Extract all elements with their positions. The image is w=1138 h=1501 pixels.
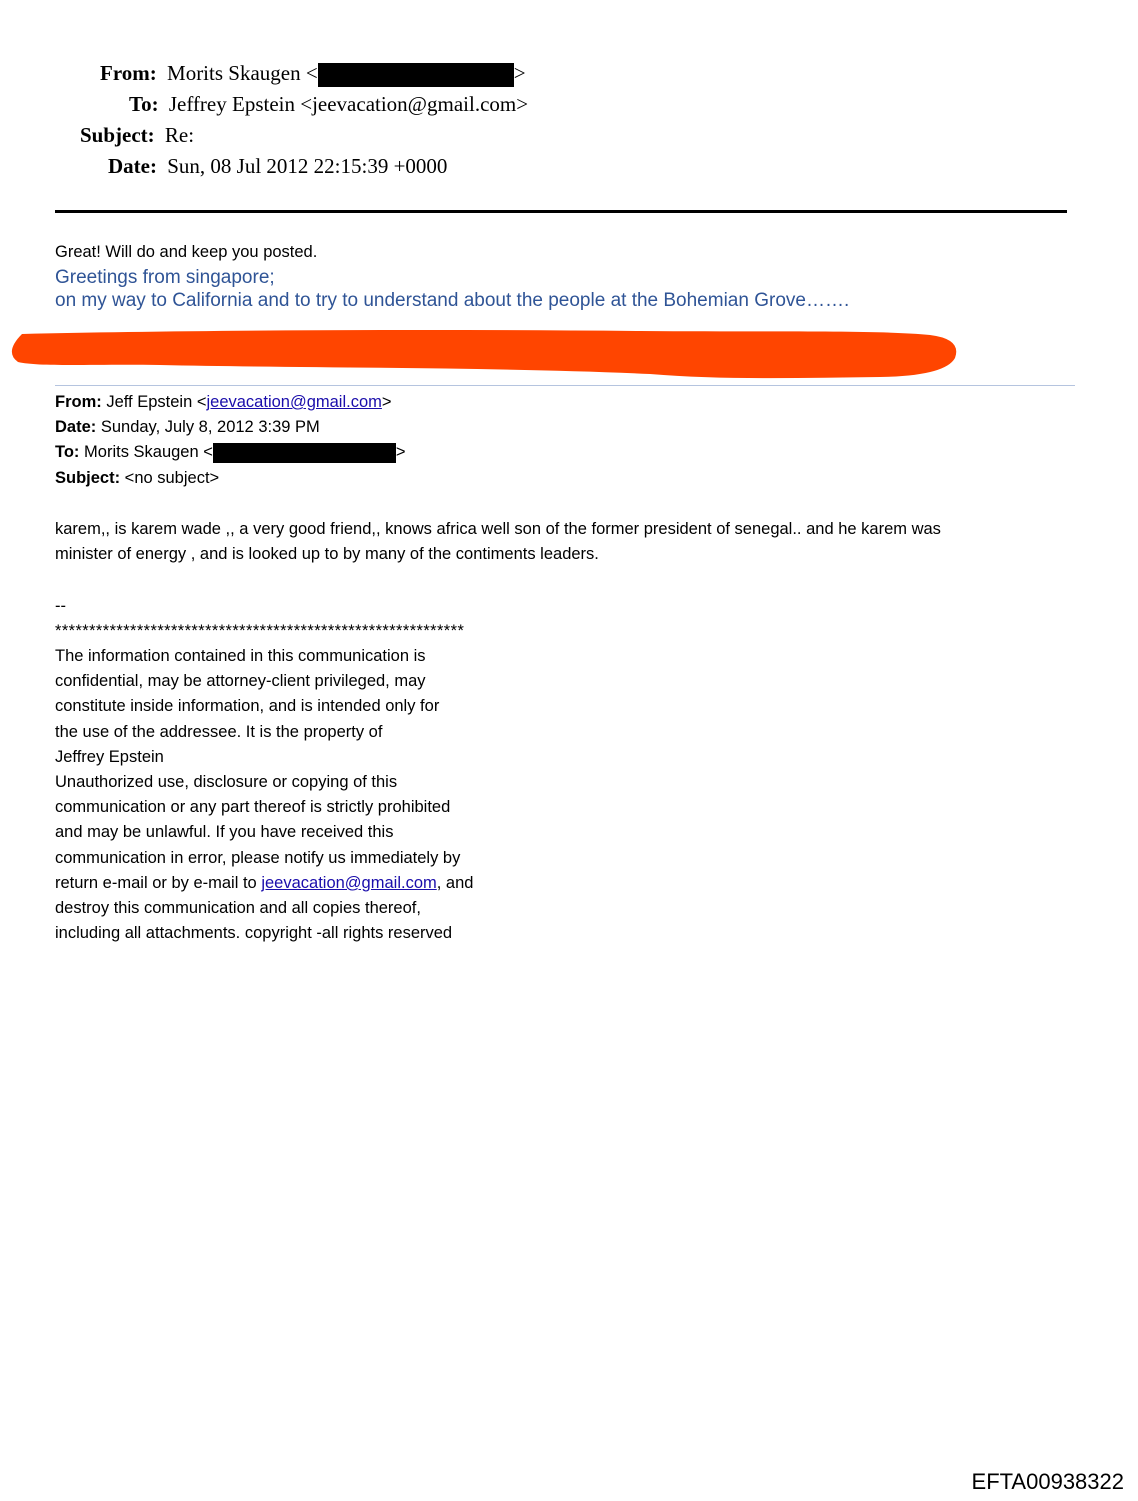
redaction-shape [12, 330, 956, 378]
header-from-redaction [318, 63, 514, 87]
header-subject-row [80, 123, 194, 147]
original-body-line-2: minister of energy , and is looked up to by many of the contiments leaders. [55, 545, 599, 564]
original-to-row [55, 440, 406, 465]
disclaimer-email-link[interactable]: jeevacation@gmail.com [261, 873, 437, 892]
reply-line-3: on my way to California and to try to understand about the people at the Bohemian Grove……. [55, 290, 850, 311]
disclaimer-line: Unauthorized use, disclosure or copying of this [55, 773, 398, 792]
original-date-row [55, 415, 406, 440]
header-from-row [100, 61, 526, 87]
disclaimer-line: destroy this communication and all copies thereof, [55, 899, 421, 918]
header-date-label: Date: [108, 154, 157, 178]
disclaimer-block [55, 644, 473, 946]
original-from-name: Jeff Epstein < [101, 393, 207, 411]
signature-separator [55, 594, 464, 644]
header-subject-label: Subject: [80, 123, 155, 147]
original-from-row [55, 390, 406, 415]
header-to-value: Jeffrey Epstein <jeevacation@gmail.com> [168, 92, 529, 116]
disclaimer-line: communication in error, please notify us immediately by [55, 848, 461, 867]
original-headers [55, 390, 406, 491]
original-body-line-1: karem,, is karem wade ,, a very good friend,, knows africa well son of the former president of senegal.. and he karem was [55, 520, 941, 538]
disclaimer-line: and may be unlawful. If you have received this [55, 823, 394, 842]
disclaimer-return-prefix: return e-mail or by e-mail to [55, 873, 262, 892]
reply-line-1: Great! Will do and keep you posted. [55, 243, 318, 261]
original-to-close: > [395, 443, 406, 462]
disclaimer-line: including all attachments. copyright -all rights reserved [55, 924, 453, 943]
original-subject-row [55, 466, 406, 491]
disclaimer-line: The information contained in this communication is [55, 647, 426, 665]
header-divider [55, 210, 1067, 213]
document-id: EFTA00938322 [971, 1469, 1124, 1494]
header-to-row [129, 92, 528, 116]
original-from-close: > [381, 393, 392, 411]
disclaimer-line: communication or any part thereof is strictly prohibited [55, 798, 451, 817]
original-to-value: Morits Skaugen < [79, 443, 213, 462]
original-date-label: Date: [55, 418, 97, 437]
disclaimer-line: constitute inside information, and is intended only for [55, 697, 440, 716]
disclaimer-line: the use of the addressee. It is the property of [55, 722, 383, 741]
original-subject-value: <no subject> [120, 468, 220, 487]
signature-stars: ************************************************************ [55, 622, 465, 641]
reply-line-2: Greetings from singapore; [55, 267, 275, 288]
original-body [55, 517, 941, 567]
quote-divider [55, 385, 1075, 386]
original-subject-label: Subject: [55, 468, 121, 487]
orange-redaction-stroke [0, 322, 1138, 384]
disclaimer-line: confidential, may be attorney-client privileged, may [55, 672, 426, 691]
header-date-row [108, 154, 447, 178]
signature-dashes: -- [55, 597, 66, 615]
original-from-email-link[interactable]: jeevacation@gmail.com [206, 393, 382, 411]
original-from-label: From: [55, 393, 102, 411]
header-from-close: > [513, 61, 526, 85]
header-date-value: Sun, 08 Jul 2012 22:15:39 +0000 [167, 154, 448, 178]
original-to-label: To: [55, 443, 80, 462]
header-from-label: From: [100, 61, 157, 85]
disclaimer-return-line [55, 871, 473, 896]
header-from-value: Morits Skaugen < [167, 61, 318, 85]
disclaimer-return-suffix: , and [436, 873, 474, 892]
header-to-label: To: [129, 92, 159, 116]
original-date-value: Sunday, July 8, 2012 3:39 PM [96, 418, 320, 437]
disclaimer-line: Jeffrey Epstein [55, 747, 164, 766]
original-to-redaction [213, 443, 396, 463]
header-subject-value: Re: [164, 123, 195, 147]
